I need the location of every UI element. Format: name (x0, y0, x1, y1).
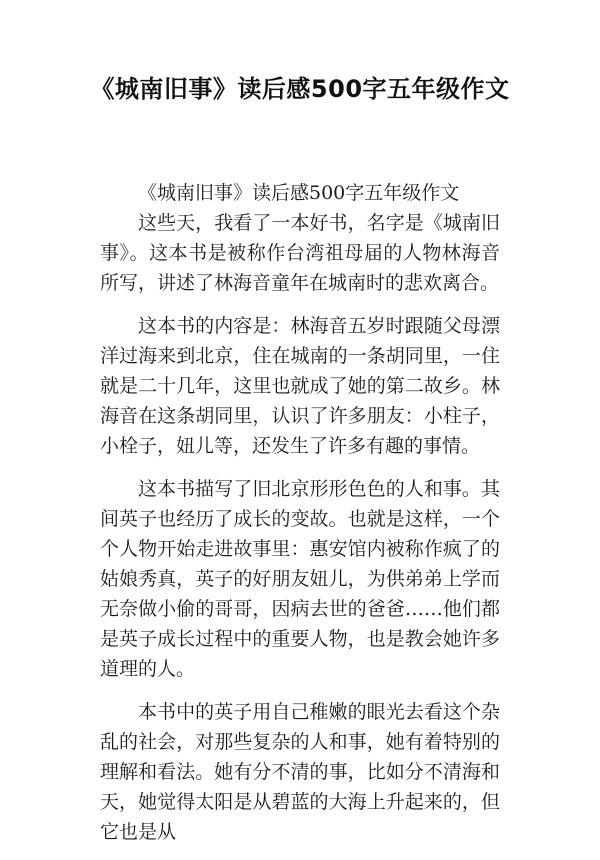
paragraph-2: 这本书的内容是：林海音五岁时跟随父母漂洋过海来到北京，住在城南的一条胡同里，一住就是二十几年，这里也就成了她的第二故乡。林海音在这条胡同里，认识了许多朋友：小柱子，小栓子，妞儿等，还发生了许多有趣的事情。 (100, 315, 500, 457)
document-body (100, 178, 500, 860)
subtitle-paragraph: 《城南旧事》读后感500字五年级作文 (138, 182, 460, 204)
document-title: 《城南旧事》读后感500字五年级作文 (90, 75, 510, 103)
paragraph-1: 这些天，我看了一本好书，名字是《城南旧事》。这本书是被称作台湾祖母届的人物林海音所写，讲述了林海音童年在城南时的悲欢离合。 (100, 212, 500, 294)
paragraph-3: 这本书描写了旧北京形形色色的人和事。其间英子也经历了成长的变故。也就是这样，一个个人物开始走进故事里：惠安馆内被称作疯了的姑娘秀真，英子的好朋友妞儿，为供弟弟上学而无奈做小偷的哥哥，因病去世的爸爸……他们都是英子成长过程中的重要人物，也是教会她许多道理的人。 (100, 478, 500, 680)
paragraph-4: 本书中的英子用自己稚嫩的眼光去看这个杂乱的社会，对那些复杂的人和事，她有着特别的理解和看法。她有分不清的事，比如分不清海和天，她觉得太阳是从碧蓝的大海上升起来的，但它也是从 (100, 701, 500, 843)
